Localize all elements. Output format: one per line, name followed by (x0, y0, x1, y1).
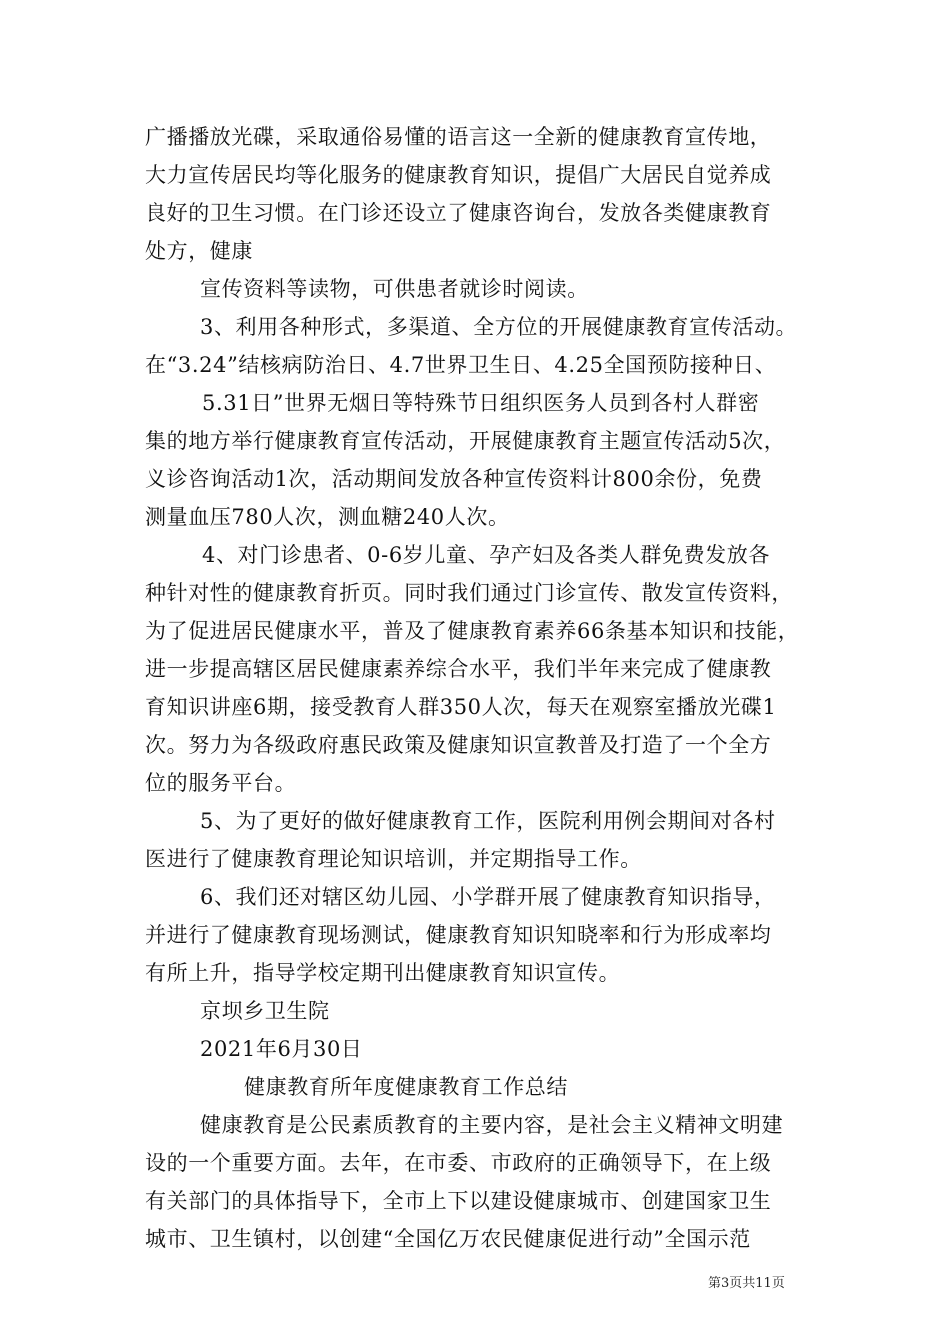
text-line: 健康教育是公民素质教育的主要内容，是社会主义精神文明建 (200, 1113, 784, 1137)
text-line: 有所上升，指导学校定期刊出健康教育知识宣传。 (145, 961, 621, 985)
text-line: 测量血压780人次，测血糖240人次。 (145, 505, 510, 529)
text-line: 义诊咨询活动1次，活动期间发放各种宣传资料计800余份，免费 (145, 467, 763, 491)
text-line: 位的服务平台。 (145, 771, 297, 795)
text-line: 宣传资料等读物，可供患者就诊时阅读。 (200, 277, 589, 301)
section-title: 健康教育所年度健康教育工作总结 (244, 1075, 568, 1099)
text-line: 3、利用各种形式，多渠道、全方位的开展健康教育宣传活动。 (200, 315, 798, 339)
text-line: 4、对门诊患者、0-6岁儿童、孕产妇及各类人群免费发放各 (202, 543, 770, 567)
text-line: 大力宣传居民均等化服务的健康教育知识，提倡广大居民自觉养成 (145, 163, 772, 187)
page-indicator: 第3页共11页 (708, 1276, 785, 1291)
text-line: 城市、卫生镇村，以创建“全国亿万农民健康促进行动”全国示范 (145, 1227, 751, 1251)
text-line: 次。努力为各级政府惠民政策及健康知识宣教普及打造了一个全方 (145, 733, 772, 757)
text-line: 为了促进居民健康水平，普及了健康教育素养66条基本知识和技能， (145, 619, 800, 643)
text-line: 广播播放光碟，采取通俗易懂的语言这一全新的健康教育宣传地， (145, 125, 772, 149)
text-line: 5.31日”世界无烟日等特殊节日组织医务人员到各村人群密 (202, 391, 760, 415)
text-line: 良好的卫生习惯。在门诊还设立了健康咨询台，发放各类健康教育 (145, 201, 772, 225)
text-line: 在“3.24”结核病防治日、4.7世界卫生日、4.25全国预防接种日、 (145, 353, 777, 377)
text-line: 有关部门的具体指导下，全市上下以建设健康城市、创建国家卫生 (145, 1189, 772, 1213)
signature-organization: 京坝乡卫生院 (200, 999, 330, 1023)
text-line: 并进行了健康教育现场测试，健康教育知识知晓率和行为形成率均 (145, 923, 772, 947)
signature-date: 2021年6月30日 (200, 1037, 363, 1061)
text-line: 种针对性的健康教育折页。同时我们通过门诊宣传、散发宣传资料， (145, 581, 793, 605)
text-line: 处方，健康 (145, 239, 253, 263)
text-line: 育知识讲座6期，接受教育人群350人次，每天在观察室播放光碟1 (145, 695, 777, 719)
text-line: 医进行了健康教育理论知识培训，并定期指导工作。 (145, 847, 642, 871)
text-line: 5、为了更好的做好健康教育工作，医院利用例会期间对各村 (200, 809, 776, 833)
text-line: 进一步提高辖区居民健康素养综合水平，我们半年来完成了健康教 (145, 657, 772, 681)
text-line: 设的一个重要方面。去年，在市委、市政府的正确领导下，在上级 (145, 1151, 772, 1175)
text-line: 6、我们还对辖区幼儿园、小学群开展了健康教育知识指导， (200, 885, 776, 909)
text-line: 集的地方举行健康教育宣传活动，开展健康教育主题宣传活动5次， (145, 429, 786, 453)
